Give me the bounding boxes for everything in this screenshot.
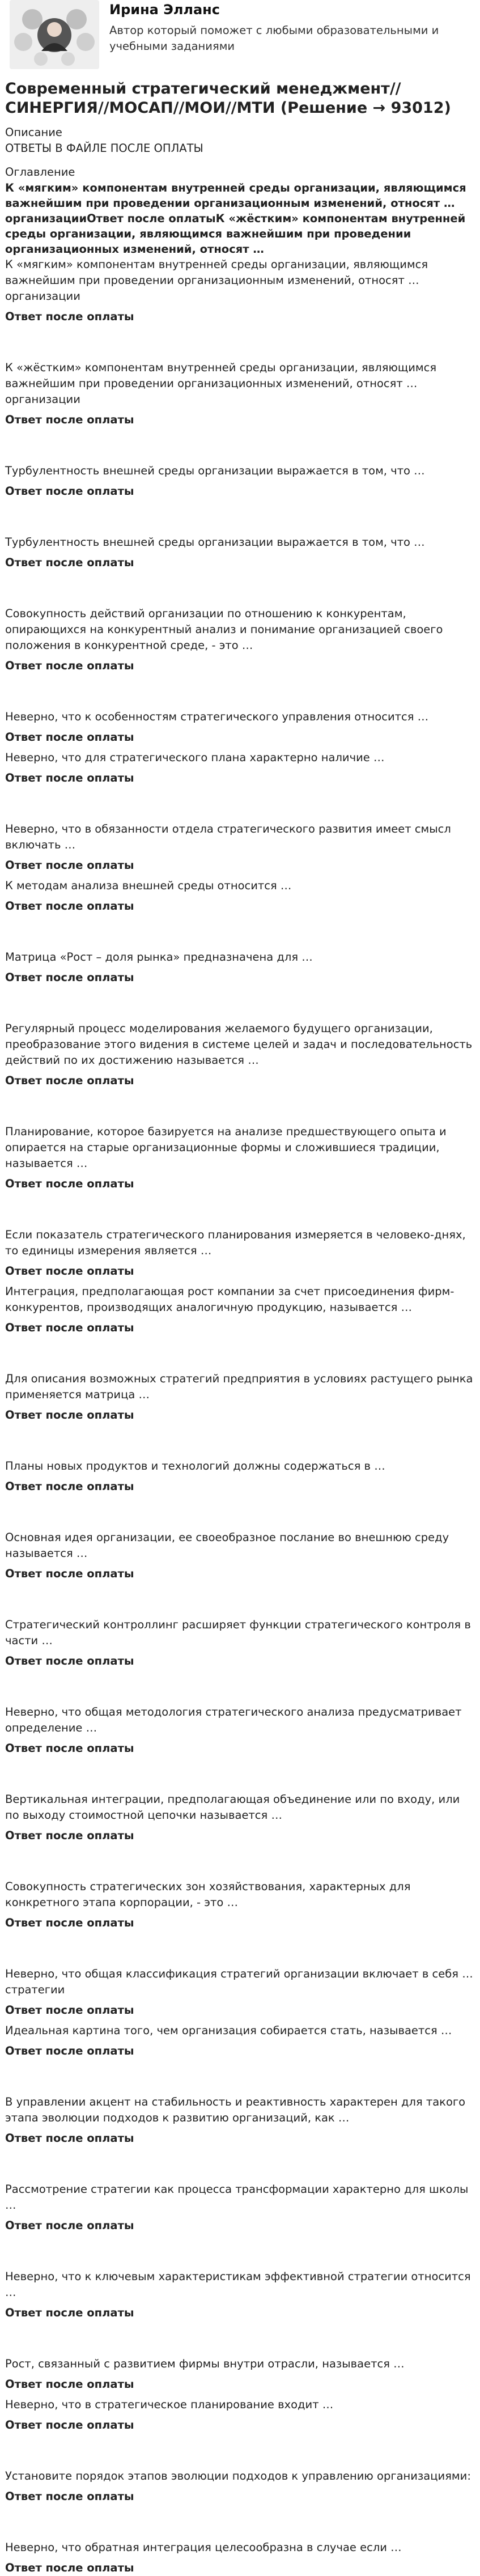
answer-after-payment: Ответ после оплаты xyxy=(5,485,134,498)
question-item xyxy=(5,1879,475,1931)
question-item xyxy=(5,821,475,873)
question-text: Совокупность стратегических зон хозяйствования, характерных для конкретного этапа корпорации, - это … xyxy=(5,1880,411,1909)
question-item xyxy=(5,2269,475,2321)
question-item xyxy=(5,2468,475,2505)
author-card xyxy=(5,0,475,73)
question-item xyxy=(5,2540,475,2576)
question-item xyxy=(5,257,475,325)
description-text: ОТВЕТЫ В ФАЙЛЕ ПОСЛЕ ОПЛАТЫ xyxy=(5,142,203,155)
question-text: Неверно, что обратная интеграция целесообразна в случае если … xyxy=(5,2541,402,2554)
question-text: В управлении акцент на стабильность и реактивность характерен для такого этапа эволюции подходов к развитию организаций, как … xyxy=(5,2095,466,2124)
question-item xyxy=(5,534,475,571)
avatar-image-icon xyxy=(10,0,99,69)
answer-after-payment: Ответ после оплаты xyxy=(5,1480,134,1493)
answer-after-payment: Ответ после оплаты xyxy=(5,1654,134,1667)
question-item xyxy=(5,1284,475,1336)
question-text: Неверно, что к особенностям стратегического управления относится … xyxy=(5,710,429,723)
question-item xyxy=(5,1617,475,1669)
question-text: К «жёстким» компонентам внутренней среды организации, являющимся важнейшим при проведении организационных изменений, относят … организации xyxy=(5,361,437,406)
question-text: Идеальная картина того, чем организация собирается стать, называется … xyxy=(5,2024,452,2037)
answer-after-payment: Ответ после оплаты xyxy=(5,2132,134,2145)
answer-after-payment: Ответ после оплаты xyxy=(5,2044,134,2057)
question-text: Для описания возможных стратегий предприятия в условиях растущего рынка применяется матрица … xyxy=(5,1372,473,1401)
question-text: Неверно, что общая классификация стратегий организации включает в себя … стратегии xyxy=(5,1967,473,1996)
toc-label: Оглавление xyxy=(5,165,75,179)
question-text: Стратегический контроллинг расширяет функции стратегического контроля в части … xyxy=(5,1618,471,1647)
question-text: Основная идея организации, ее своеобразное послание во внешнюю среду называется … xyxy=(5,1531,449,1560)
answer-after-payment: Ответ после оплаты xyxy=(5,771,134,784)
answer-after-payment: Ответ после оплаты xyxy=(5,413,134,426)
question-item xyxy=(5,709,475,745)
answer-after-payment: Ответ после оплаты xyxy=(5,731,134,744)
answer-after-payment: Ответ после оплаты xyxy=(5,1177,134,1190)
question-text: Регулярный процесс моделирования желаемого будущего организации, преобразование этого видения в системе целей и задач и последовательность действий по их достижению называется … xyxy=(5,1022,473,1067)
question-text: К «мягким» компонентам внутренней среды организации, являющимся важнейшим при проведении организационным изменений, относят … организации xyxy=(5,258,428,303)
question-item xyxy=(5,2182,475,2234)
question-item xyxy=(5,1530,475,1582)
question-item xyxy=(5,1458,475,1495)
question-text: Турбулентность внешней среды организации выражается в том, что … xyxy=(5,536,425,549)
answer-after-payment: Ответ после оплаты xyxy=(5,1742,134,1755)
question-text: Неверно, что в стратегическое планирование входит … xyxy=(5,2398,334,2411)
answer-after-payment: Ответ после оплаты xyxy=(5,310,134,323)
answer-after-payment: Ответ после оплаты xyxy=(5,899,134,913)
author-description: Автор который поможет с любыми образовательными и учебными заданиями xyxy=(109,24,439,53)
description-label: Описание xyxy=(5,126,62,139)
answer-after-payment: Ответ после оплаты xyxy=(5,556,134,569)
question-list xyxy=(5,257,475,2576)
question-text: Если показатель стратегического планирования измеряется в человеко-днях, то единицы измерения является … xyxy=(5,1228,466,1257)
author-avatar[interactable] xyxy=(10,0,99,69)
question-item xyxy=(5,1227,475,1279)
question-item xyxy=(5,360,475,428)
answer-after-payment: Ответ после оплаты xyxy=(5,659,134,672)
question-item xyxy=(5,949,475,986)
toc-text: К «мягким» компонентам внутренней среды организации, являющимся важнейшим при проведении организационным изменений, относят … организацииОтвет после оплатыК «жёстким» компонентам внутренней среды организации, являющимся важнейшим при проведении организационных изменений, относят … xyxy=(5,181,466,256)
answer-after-payment: Ответ после оплаты xyxy=(5,1321,134,1334)
question-text: Совокупность действий организации по отношению к конкурентам, опирающихся на конкурентный анализ и понимание организацией своего положения в конкурентной среде, - это … xyxy=(5,607,443,652)
answer-after-payment: Ответ после оплаты xyxy=(5,1074,134,1087)
question-item xyxy=(5,606,475,674)
question-item xyxy=(5,1792,475,1844)
question-text: Неверно, что общая методология стратегического анализа предусматривает определение … xyxy=(5,1705,462,1734)
answer-after-payment: Ответ после оплаты xyxy=(5,1408,134,1421)
question-text: Рост, связанный с развитием фирмы внутри отрасли, называется … xyxy=(5,2357,405,2370)
question-item xyxy=(5,463,475,499)
answer-after-payment: Ответ после оплаты xyxy=(5,1264,134,1278)
question-text: Планы новых продуктов и технологий должны содержаться в … xyxy=(5,1459,385,1472)
question-text: Неверно, что для стратегического плана характерно наличие … xyxy=(5,751,385,764)
answer-after-payment: Ответ после оплаты xyxy=(5,2219,134,2232)
question-item xyxy=(5,2094,475,2146)
answer-after-payment: Ответ после оплаты xyxy=(5,1916,134,1929)
answer-after-payment: Ответ после оплаты xyxy=(5,2306,134,2319)
answer-after-payment: Ответ после оплаты xyxy=(5,2378,134,2391)
answer-after-payment: Ответ после оплаты xyxy=(5,971,134,984)
question-item xyxy=(5,878,475,914)
answer-after-payment: Ответ после оплаты xyxy=(5,2561,134,2574)
question-text: Неверно, что к ключевым характеристикам эффективной стратегии относится … xyxy=(5,2270,471,2299)
author-name[interactable]: Ирина Элланс xyxy=(109,2,220,18)
question-item xyxy=(5,750,475,786)
question-text: К методам анализа внешней среды относится … xyxy=(5,879,292,892)
question-text: Установите порядок этапов эволюции подходов к управлению организациями: xyxy=(5,2469,471,2482)
question-text: Турбулентность внешней среды организации выражается в том, что … xyxy=(5,464,425,477)
answer-after-payment: Ответ после оплаты xyxy=(5,1829,134,1842)
answer-after-payment: Ответ после оплаты xyxy=(5,2004,134,2017)
question-item xyxy=(5,1124,475,1192)
answer-after-payment: Ответ после оплаты xyxy=(5,1567,134,1580)
answer-after-payment: Ответ после оплаты xyxy=(5,859,134,872)
question-item xyxy=(5,1371,475,1423)
question-item xyxy=(5,1704,475,1756)
question-item xyxy=(5,2356,475,2392)
question-item xyxy=(5,1021,475,1089)
question-text: Вертикальная интеграции, предполагающая объединение или по входу, или по выходу стоимостной цепочки называется … xyxy=(5,1793,460,1822)
question-text: Планирование, которое базируется на анализе предшествующего опыта и опирается на старые организационные формы и сложившиеся традиции, называется … xyxy=(5,1125,447,1170)
answer-after-payment: Ответ после оплаты xyxy=(5,2418,134,2431)
question-text: Неверно, что в обязанности отдела стратегического развития имеет смысл включать … xyxy=(5,822,451,851)
question-text: Интеграция, предполагающая рост компании за счет присоединения фирм-конкурентов, производящих аналогичную продукцию, называется … xyxy=(5,1285,454,1314)
question-item xyxy=(5,2023,475,2059)
question-item xyxy=(5,2397,475,2433)
question-item xyxy=(5,1966,475,2018)
answer-after-payment: Ответ после оплаты xyxy=(5,2490,134,2503)
question-text: Матрица «Рост – доля рынка» предназначена для … xyxy=(5,950,313,964)
document-title: Современный стратегический менеджмент//СИНЕРГИЯ//МОСАП//МОИ//МТИ (Решение → 93012) xyxy=(5,80,451,117)
question-text: Рассмотрение стратегии как процесса трансформации характерно для школы … xyxy=(5,2183,469,2212)
